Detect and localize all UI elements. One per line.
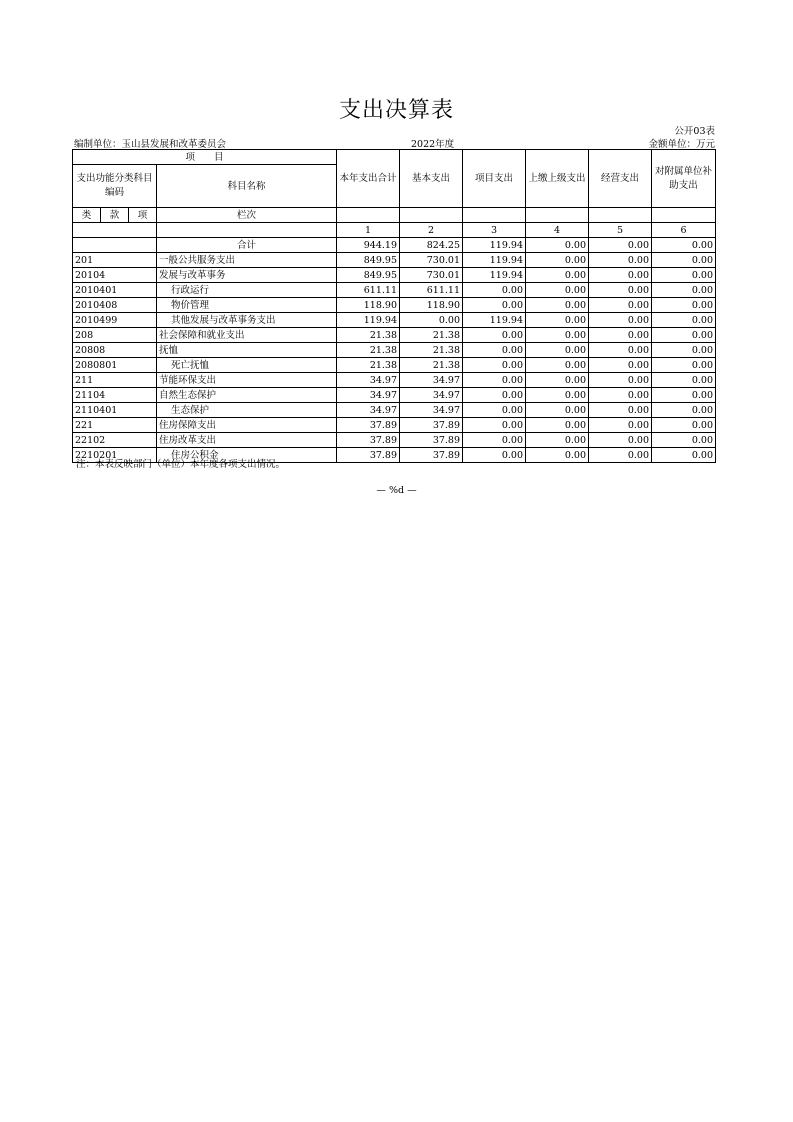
header-upper: 上缴上级支出 xyxy=(526,150,589,208)
amount-cell: 0.00 xyxy=(652,283,716,298)
header-project: 项目支出 xyxy=(463,150,526,208)
fiscal-year: 2022年度 xyxy=(411,139,455,150)
amount-cell: 0.00 xyxy=(526,298,589,313)
table-row xyxy=(73,373,716,388)
amount-cell: 611.11 xyxy=(337,283,400,298)
amount-cell: 118.90 xyxy=(337,298,400,313)
function-code: 208 xyxy=(73,328,157,343)
amount-cell: 0.00 xyxy=(652,358,716,373)
blank-cell xyxy=(157,223,337,238)
header-blank xyxy=(526,208,589,223)
expenditure-table xyxy=(72,149,716,463)
amount-cell: 119.94 xyxy=(463,313,526,328)
amount-cell: 0.00 xyxy=(463,448,526,463)
amount-cell: 0.00 xyxy=(589,403,652,418)
subject-name: 节能环保支出 xyxy=(157,373,337,388)
amount-cell: 34.97 xyxy=(337,373,400,388)
amount-cell: 0.00 xyxy=(526,358,589,373)
amount-cell: 119.94 xyxy=(337,313,400,328)
meta-line xyxy=(74,136,715,150)
amount-cell: 0.00 xyxy=(526,388,589,403)
amount-cell: 0.00 xyxy=(652,373,716,388)
amount-cell: 21.38 xyxy=(400,328,463,343)
amount-cell: 37.89 xyxy=(400,433,463,448)
amount-cell: 730.01 xyxy=(400,268,463,283)
amount-cell: 849.95 xyxy=(337,268,400,283)
amount-cell: 0.00 xyxy=(652,268,716,283)
col-number: 5 xyxy=(589,223,652,238)
total-row xyxy=(73,238,716,253)
subject-name: 行政运行 xyxy=(157,283,337,298)
subject-name: 死亡抚恤 xyxy=(157,358,337,373)
function-code: 2010401 xyxy=(73,283,157,298)
blank-cell xyxy=(73,238,157,253)
amount-cell: 0.00 xyxy=(526,448,589,463)
function-code: 2110401 xyxy=(73,403,157,418)
table-row xyxy=(73,253,716,268)
col-number: 6 xyxy=(652,223,716,238)
amount-cell: 0.00 xyxy=(400,313,463,328)
total-value: 0.00 xyxy=(526,238,589,253)
amount-cell: 21.38 xyxy=(337,343,400,358)
money-unit: 金额单位：万元 xyxy=(648,139,715,150)
amount-cell: 0.00 xyxy=(526,283,589,298)
amount-cell: 0.00 xyxy=(463,298,526,313)
column-number-row xyxy=(73,223,716,238)
function-code: 22102 xyxy=(73,433,157,448)
amount-cell: 37.89 xyxy=(337,433,400,448)
blank-cell xyxy=(73,223,157,238)
amount-cell: 37.89 xyxy=(337,418,400,433)
amount-cell: 0.00 xyxy=(652,403,716,418)
amount-cell: 118.90 xyxy=(400,298,463,313)
table-row xyxy=(73,388,716,403)
amount-cell: 0.00 xyxy=(589,373,652,388)
header-subsidy: 对附属单位补助支出 xyxy=(652,150,716,208)
amount-cell: 730.01 xyxy=(400,253,463,268)
amount-cell: 0.00 xyxy=(589,418,652,433)
header-blank xyxy=(400,208,463,223)
table-row xyxy=(73,298,716,313)
amount-cell: 0.00 xyxy=(589,253,652,268)
amount-cell: 0.00 xyxy=(463,418,526,433)
function-code: 2080801 xyxy=(73,358,157,373)
amount-cell: 37.89 xyxy=(400,418,463,433)
page-number: — %d — xyxy=(376,485,417,496)
function-code: 2210201 xyxy=(73,448,157,463)
form-number: 公开03表 xyxy=(674,126,715,137)
table-row xyxy=(73,403,716,418)
compiling-unit: 编制单位：玉山县发展和改革委员会 xyxy=(74,139,227,150)
amount-cell: 0.00 xyxy=(526,328,589,343)
total-label: 合计 xyxy=(157,238,337,253)
amount-cell: 0.00 xyxy=(526,418,589,433)
amount-cell: 0.00 xyxy=(589,343,652,358)
amount-cell: 0.00 xyxy=(463,328,526,343)
amount-cell: 0.00 xyxy=(589,313,652,328)
amount-cell: 0.00 xyxy=(652,448,716,463)
header-blank xyxy=(589,208,652,223)
header-lei: 类 xyxy=(73,208,101,223)
header-item: 项 目 xyxy=(73,150,337,165)
amount-cell: 0.00 xyxy=(652,343,716,358)
table-row xyxy=(73,268,716,283)
function-code: 2010499 xyxy=(73,313,157,328)
subject-name: 物价管理 xyxy=(157,298,337,313)
total-value: 944.19 xyxy=(337,238,400,253)
amount-cell: 0.00 xyxy=(589,268,652,283)
header-func-code: 支出功能分类科目编码 xyxy=(73,165,157,208)
subject-name: 住房公积金 xyxy=(157,448,337,463)
col-number: 1 xyxy=(337,223,400,238)
amount-cell: 34.97 xyxy=(400,403,463,418)
table-note: 注：本表反映部门（单位）本年度各项支出情况。 xyxy=(76,459,286,470)
header-lanci: 栏次 xyxy=(157,208,337,223)
function-code: 20104 xyxy=(73,268,157,283)
amount-cell: 0.00 xyxy=(526,253,589,268)
amount-cell: 21.38 xyxy=(337,358,400,373)
col-number: 4 xyxy=(526,223,589,238)
subject-name: 一般公共服务支出 xyxy=(157,253,337,268)
amount-cell: 0.00 xyxy=(589,388,652,403)
header-kuan: 款 xyxy=(101,208,129,223)
header-subject-name: 科目名称 xyxy=(157,165,337,208)
amount-cell: 0.00 xyxy=(463,373,526,388)
amount-cell: 0.00 xyxy=(526,373,589,388)
amount-cell: 0.00 xyxy=(652,253,716,268)
total-value: 824.25 xyxy=(400,238,463,253)
amount-cell: 0.00 xyxy=(463,283,526,298)
amount-cell: 0.00 xyxy=(652,388,716,403)
header-basic: 基本支出 xyxy=(400,150,463,208)
function-code: 2010408 xyxy=(73,298,157,313)
amount-cell: 34.97 xyxy=(400,373,463,388)
header-xiang: 项 xyxy=(129,208,157,223)
table-row xyxy=(73,343,716,358)
amount-cell: 0.00 xyxy=(526,343,589,358)
amount-cell: 0.00 xyxy=(589,328,652,343)
table-row xyxy=(73,418,716,433)
table-row xyxy=(73,313,716,328)
amount-cell: 0.00 xyxy=(526,433,589,448)
col-number: 2 xyxy=(400,223,463,238)
table-row xyxy=(73,283,716,298)
amount-cell: 21.38 xyxy=(337,328,400,343)
header-blank xyxy=(652,208,716,223)
function-code: 211 xyxy=(73,373,157,388)
amount-cell: 0.00 xyxy=(652,328,716,343)
amount-cell: 0.00 xyxy=(463,388,526,403)
amount-cell: 21.38 xyxy=(400,358,463,373)
amount-cell: 34.97 xyxy=(337,403,400,418)
total-value: 0.00 xyxy=(589,238,652,253)
amount-cell: 119.94 xyxy=(463,268,526,283)
amount-cell: 119.94 xyxy=(463,253,526,268)
amount-cell: 0.00 xyxy=(463,433,526,448)
total-value: 0.00 xyxy=(652,238,716,253)
amount-cell: 0.00 xyxy=(652,313,716,328)
subject-name: 自然生态保护 xyxy=(157,388,337,403)
subject-name: 其他发展与改革事务支出 xyxy=(157,313,337,328)
amount-cell: 0.00 xyxy=(652,298,716,313)
amount-cell: 0.00 xyxy=(589,433,652,448)
amount-cell: 34.97 xyxy=(400,388,463,403)
subject-name: 社会保障和就业支出 xyxy=(157,328,337,343)
total-value: 119.94 xyxy=(463,238,526,253)
function-code: 20808 xyxy=(73,343,157,358)
header-business: 经营支出 xyxy=(589,150,652,208)
amount-cell: 0.00 xyxy=(526,268,589,283)
amount-cell: 37.89 xyxy=(337,448,400,463)
table-row xyxy=(73,358,716,373)
function-code: 201 xyxy=(73,253,157,268)
subject-name: 住房改革支出 xyxy=(157,433,337,448)
table-body xyxy=(73,150,716,463)
col-number: 3 xyxy=(463,223,526,238)
amount-cell: 849.95 xyxy=(337,253,400,268)
table-row xyxy=(73,433,716,448)
header-row-1 xyxy=(73,150,716,165)
page-title: 支出决算表 xyxy=(338,98,454,123)
amount-cell: 21.38 xyxy=(400,343,463,358)
amount-cell: 0.00 xyxy=(463,343,526,358)
amount-cell: 0.00 xyxy=(652,433,716,448)
header-total: 本年支出合计 xyxy=(337,150,400,208)
amount-cell: 0.00 xyxy=(463,403,526,418)
table-row xyxy=(73,328,716,343)
amount-cell: 0.00 xyxy=(652,418,716,433)
header-blank xyxy=(463,208,526,223)
header-blank xyxy=(337,208,400,223)
amount-cell: 34.97 xyxy=(337,388,400,403)
amount-cell: 0.00 xyxy=(589,358,652,373)
amount-cell: 37.89 xyxy=(400,448,463,463)
amount-cell: 611.11 xyxy=(400,283,463,298)
amount-cell: 0.00 xyxy=(526,313,589,328)
function-code: 221 xyxy=(73,418,157,433)
amount-cell: 0.00 xyxy=(589,298,652,313)
subject-name: 住房保障支出 xyxy=(157,418,337,433)
function-code: 21104 xyxy=(73,388,157,403)
subject-name: 生态保护 xyxy=(157,403,337,418)
amount-cell: 0.00 xyxy=(589,448,652,463)
subject-name: 发展与改革事务 xyxy=(157,268,337,283)
amount-cell: 0.00 xyxy=(589,283,652,298)
subject-name: 抚恤 xyxy=(157,343,337,358)
amount-cell: 0.00 xyxy=(463,358,526,373)
amount-cell: 0.00 xyxy=(526,403,589,418)
